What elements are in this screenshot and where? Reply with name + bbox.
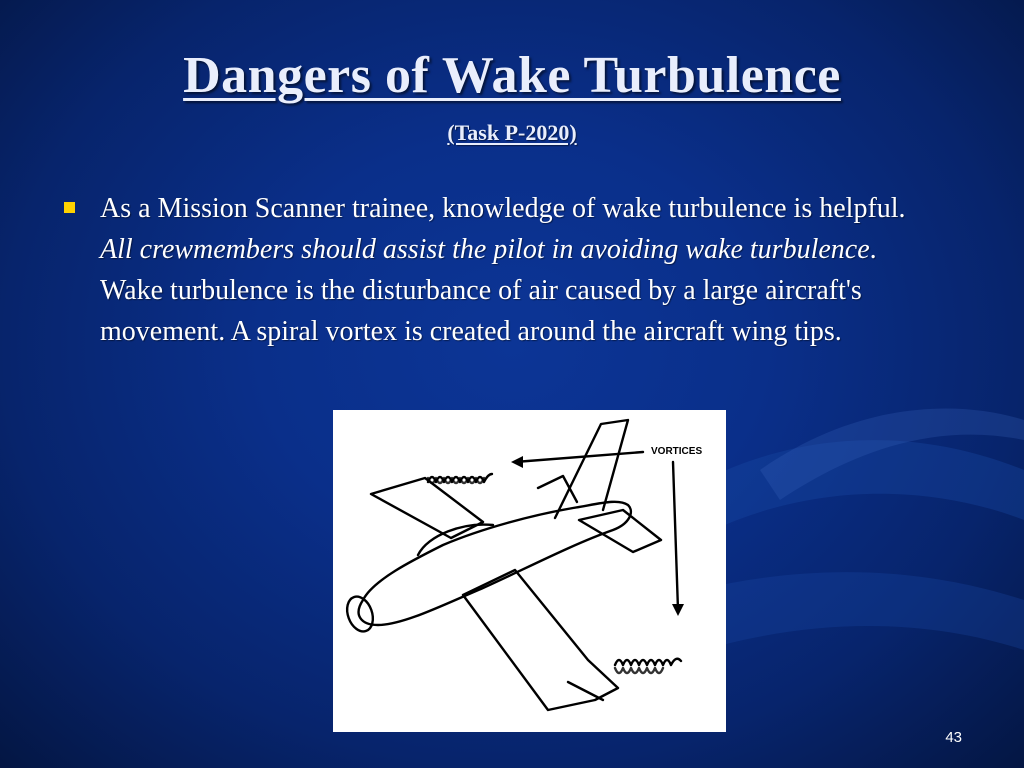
fuselage: [359, 502, 631, 625]
bullet-text-part-1: As a Mission Scanner trainee, knowledge of wake turbulence is helpful.: [100, 193, 906, 224]
wake-turbulence-diagram: [333, 410, 726, 732]
bullet-square-icon: [64, 202, 75, 213]
vertical-tail: [555, 420, 628, 518]
far-wing: [371, 478, 483, 538]
nose-intake: [343, 593, 378, 635]
arrow-to-far-vortex: [515, 452, 643, 462]
arrow-head-left-icon: [511, 456, 523, 468]
slide-subtitle: (Task P-2020): [447, 120, 577, 145]
page-number: 43: [945, 729, 962, 746]
bullet-item: [100, 188, 940, 352]
airplane-vortices-illustration: [333, 410, 726, 732]
vortices-label: VORTICES: [651, 446, 703, 457]
bullet-list: [60, 188, 940, 352]
near-wing-vortex: [615, 659, 681, 665]
bullet-text-part-2: . Wake turbulence is the disturbance of air caused by a large aircraft's movement. A spiral vortex is created around the aircraft wing tips.: [100, 234, 877, 347]
horizontal-stabilizer: [579, 510, 661, 552]
near-wing: [463, 570, 618, 710]
bullet-text-italic: All crewmembers should assist the pilot in avoiding wake turbulence: [100, 234, 870, 265]
arrow-to-near-vortex: [673, 462, 678, 610]
arrow-head-down-icon: [672, 604, 684, 616]
slide-title: Dangers of Wake Turbulence: [183, 47, 841, 104]
